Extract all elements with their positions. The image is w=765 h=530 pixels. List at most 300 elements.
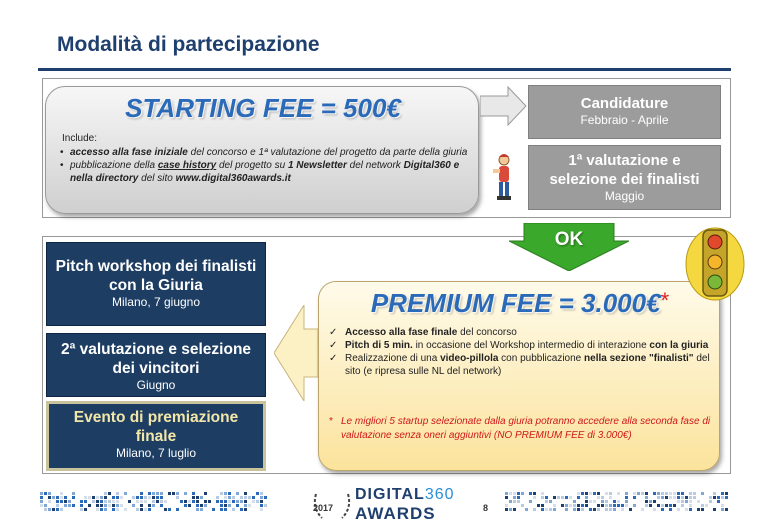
decorative-dot	[88, 496, 91, 499]
decorative-dot	[577, 492, 580, 495]
decorative-dot	[605, 492, 608, 495]
decorative-dot	[637, 492, 640, 495]
decorative-dot	[585, 504, 588, 507]
decorative-dot	[505, 508, 508, 511]
decorative-dot	[525, 508, 528, 511]
decorative-dot	[164, 500, 167, 503]
decorative-dot	[244, 500, 247, 503]
decorative-dot	[661, 492, 664, 495]
decorative-dot	[52, 496, 55, 499]
decorative-dot	[725, 508, 728, 511]
decorative-dot	[649, 500, 652, 503]
logo-digital360: DIGITAL360	[355, 486, 455, 503]
decorative-dot	[40, 504, 43, 507]
decorative-dot	[156, 496, 159, 499]
arrow-right-icon	[480, 86, 528, 126]
decorative-dot	[569, 496, 572, 499]
decorative-dot	[509, 492, 512, 495]
decorative-dot	[220, 492, 223, 495]
decorative-dot	[216, 500, 219, 503]
decorative-dot	[649, 504, 652, 507]
decorative-dot	[116, 492, 119, 495]
decorative-dot	[196, 500, 199, 503]
decorative-dot	[673, 504, 676, 507]
decorative-dot	[232, 500, 235, 503]
decorative-dot	[220, 500, 223, 503]
decorative-dot	[104, 500, 107, 503]
decorative-dot	[549, 508, 552, 511]
decorative-dot	[721, 496, 724, 499]
decorative-dot	[541, 508, 544, 511]
decorative-dot	[653, 500, 656, 503]
decorative-dot	[228, 496, 231, 499]
decorative-dot	[228, 500, 231, 503]
decorative-dot	[597, 492, 600, 495]
decorative-dot	[673, 496, 676, 499]
decorative-dot	[625, 504, 628, 507]
decorative-dot	[569, 504, 572, 507]
candidature-period: Febbraio - Aprile	[580, 113, 669, 127]
premium-fee-list	[329, 326, 713, 378]
decorative-dot	[160, 492, 163, 495]
decorative-dot	[553, 508, 556, 511]
decorative-dot	[104, 504, 107, 507]
decorative-dot	[505, 504, 508, 507]
decorative-dot	[120, 496, 123, 499]
decorative-dot	[509, 500, 512, 503]
arrow-left-icon	[274, 305, 318, 401]
decorative-dot	[236, 504, 239, 507]
first-evaluation-period: Maggio	[604, 189, 645, 203]
decorative-dot	[669, 496, 672, 499]
decorative-dot	[108, 492, 111, 495]
decorative-dot	[184, 504, 187, 507]
decorative-dot	[96, 496, 99, 499]
decorative-dot	[60, 508, 63, 511]
decorative-dot	[108, 500, 111, 503]
decorative-dot	[140, 500, 143, 503]
decorative-dot	[140, 492, 143, 495]
decorative-dot	[613, 508, 616, 511]
decorative-dot	[573, 504, 576, 507]
decorative-dot	[717, 500, 720, 503]
decorative-dot	[112, 508, 115, 511]
decorative-dot	[565, 508, 568, 511]
decorative-dot	[236, 500, 239, 503]
decorative-dot	[204, 504, 207, 507]
decorative-dot	[589, 500, 592, 503]
decorative-dot	[661, 504, 664, 507]
decorative-dot	[633, 492, 636, 495]
decorative-dot	[188, 500, 191, 503]
decorative-dot	[92, 500, 95, 503]
decorative-dot	[160, 504, 163, 507]
decorative-dot	[192, 500, 195, 503]
decorative-dot	[68, 500, 71, 503]
decorative-dot	[100, 508, 103, 511]
second-evaluation-title: 2ª valutazione e selezione dei vincitori	[60, 341, 252, 377]
decorative-dot	[60, 492, 63, 495]
decorative-dot	[164, 508, 167, 511]
decorative-dot	[188, 504, 191, 507]
decorative-dot	[565, 504, 568, 507]
decorative-dot	[204, 500, 207, 503]
decorative-dot	[236, 492, 239, 495]
decorative-dot	[128, 500, 131, 503]
starting-fee-list	[60, 146, 470, 185]
decorative-dot	[144, 500, 147, 503]
decorative-dot	[689, 496, 692, 499]
decorative-dot	[593, 508, 596, 511]
page-number: 8	[483, 503, 489, 513]
decorative-dot	[144, 496, 147, 499]
decorative-dot	[689, 500, 692, 503]
decorative-dot	[565, 496, 568, 499]
decorative-dot	[248, 504, 251, 507]
decorative-dot	[597, 508, 600, 511]
decorative-dot	[573, 500, 576, 503]
decorative-dot	[585, 496, 588, 499]
decorative-dot	[64, 500, 67, 503]
decorative-dot	[124, 492, 127, 495]
decorative-dot	[104, 492, 107, 495]
decorative-dot	[541, 504, 544, 507]
decorative-dot	[677, 500, 680, 503]
list-item: • pubblicazione della case history del progetto su 1 Newsletter del network Digital360 e nella directory del sito www.digital360awards.it	[60, 159, 470, 185]
decorative-dot	[208, 500, 211, 503]
decorative-dot	[112, 504, 115, 507]
decorative-dot	[224, 500, 227, 503]
candidature-title: Candidature	[580, 95, 669, 112]
list-item: ✓ Pitch di 5 min. in occasione del Workshop intermedio di interazione con la giuria	[329, 339, 713, 352]
decorative-dot	[160, 496, 163, 499]
decorative-dot	[725, 492, 728, 495]
decorative-dot	[653, 508, 656, 511]
decorative-dot	[112, 500, 115, 503]
decorative-dot	[685, 500, 688, 503]
decorative-dot	[665, 496, 668, 499]
decorative-dot	[176, 508, 179, 511]
traffic-light-icon	[684, 224, 746, 304]
decorative-dot	[220, 508, 223, 511]
decorative-dot	[228, 492, 231, 495]
decorative-dot	[224, 492, 227, 495]
decorative-dot	[689, 504, 692, 507]
decorative-dot	[84, 508, 87, 511]
decorative-dot	[581, 508, 584, 511]
decorative-dot	[156, 492, 159, 495]
decorative-dot	[641, 508, 644, 511]
decorative-dot	[665, 492, 668, 495]
decorative-dot	[721, 508, 724, 511]
decorative-dot	[264, 496, 267, 499]
decorative-dot	[681, 496, 684, 499]
decorative-dot	[581, 492, 584, 495]
pitch-workshop-box	[46, 242, 266, 326]
decorative-dot	[44, 504, 47, 507]
decorative-dot	[224, 508, 227, 511]
decorative-dot	[264, 504, 267, 507]
decorative-dot	[713, 492, 716, 495]
decorative-dot	[80, 508, 83, 511]
decorative-dot	[533, 496, 536, 499]
decorative-dot	[505, 496, 508, 499]
decorative-dot	[701, 508, 704, 511]
decorative-dot	[64, 504, 67, 507]
decorative-dot	[40, 496, 43, 499]
decorative-dot	[605, 504, 608, 507]
decorative-dot	[677, 508, 680, 511]
decorative-dot	[601, 500, 604, 503]
premium-fee-panel	[318, 281, 720, 471]
decorative-dot	[633, 504, 636, 507]
decorative-dot	[112, 496, 115, 499]
decorative-dot	[677, 492, 680, 495]
decorative-dot	[80, 504, 83, 507]
decorative-dots-left	[40, 492, 270, 514]
decorative-dot	[529, 500, 532, 503]
logo-year: 2017	[313, 503, 334, 513]
decorative-dot	[200, 508, 203, 511]
decorative-dot	[240, 508, 243, 511]
decorative-dot	[609, 504, 612, 507]
decorative-dot	[44, 508, 47, 511]
decorative-dot	[60, 500, 63, 503]
decorative-dot	[108, 504, 111, 507]
decorative-dot	[685, 496, 688, 499]
decorative-dot	[172, 492, 175, 495]
decorative-dot	[713, 508, 716, 511]
decorative-dot	[545, 508, 548, 511]
decorative-dot	[72, 496, 75, 499]
decorative-dot	[713, 496, 716, 499]
decorative-dot	[140, 504, 143, 507]
decorative-dot	[144, 508, 147, 511]
decorative-dot	[140, 508, 143, 511]
decorative-dot	[709, 500, 712, 503]
decorative-dot	[513, 500, 516, 503]
starting-fee-panel	[45, 86, 479, 214]
decorative-dot	[148, 496, 151, 499]
decorative-dot	[168, 508, 171, 511]
decorative-dot	[561, 496, 564, 499]
decorative-dot	[697, 508, 700, 511]
candidature-box	[528, 85, 721, 139]
decorative-dot	[124, 508, 127, 511]
second-evaluation-period: Giugno	[136, 378, 176, 392]
decorative-dot	[160, 500, 163, 503]
decorative-dot	[589, 508, 592, 511]
decorative-dot	[645, 496, 648, 499]
decorative-dots-right	[505, 492, 730, 514]
decorative-dot	[585, 492, 588, 495]
decorative-dot	[573, 508, 576, 511]
decorative-dot	[80, 500, 83, 503]
decorative-dot	[541, 496, 544, 499]
decorative-dot	[68, 504, 71, 507]
decorative-dot	[244, 496, 247, 499]
decorative-dot	[681, 500, 684, 503]
decorative-dot	[593, 492, 596, 495]
decorative-dot	[228, 504, 231, 507]
first-evaluation-title: 1ª valutazione e selezione dei finalisti	[549, 152, 700, 188]
decorative-dot	[577, 504, 580, 507]
include-label: Include:	[62, 133, 98, 144]
decorative-dot	[256, 500, 259, 503]
decorative-dot	[84, 500, 87, 503]
decorative-dot	[92, 496, 95, 499]
decorative-dot	[260, 500, 263, 503]
decorative-dot	[40, 500, 43, 503]
decorative-dot	[645, 492, 648, 495]
decorative-dot	[56, 496, 59, 499]
decorative-dot	[180, 500, 183, 503]
second-evaluation-box	[46, 333, 266, 397]
decorative-dot	[196, 508, 199, 511]
decorative-dot	[248, 496, 251, 499]
decorative-dot	[232, 508, 235, 511]
decorative-dot	[40, 492, 43, 495]
decorative-dot	[533, 508, 536, 511]
decorative-dot	[513, 508, 516, 511]
list-item: • accesso alla fase iniziale del concorso e 1ª valutazione del progetto da parte della giuria	[60, 146, 470, 159]
decorative-dot	[585, 500, 588, 503]
decorative-dot	[52, 508, 55, 511]
decorative-dot	[252, 500, 255, 503]
decorative-dot	[521, 504, 524, 507]
decorative-dot	[721, 492, 724, 495]
decorative-dot	[116, 500, 119, 503]
decorative-dot	[48, 500, 51, 503]
decorative-dot	[184, 492, 187, 495]
pitch-workshop-title: Pitch workshop dei finalisti con la Giuria	[55, 258, 257, 294]
decorative-dot	[72, 492, 75, 495]
decorative-dot	[220, 504, 223, 507]
decorative-dot	[661, 496, 664, 499]
decorative-dot	[717, 496, 720, 499]
decorative-dot	[176, 496, 179, 499]
decorative-dot	[148, 492, 151, 495]
decorative-dot	[120, 504, 123, 507]
decorative-dot	[168, 492, 171, 495]
decorative-dot	[537, 504, 540, 507]
decorative-dot	[116, 504, 119, 507]
decorative-dot	[513, 492, 516, 495]
decorative-dot	[609, 492, 612, 495]
decorative-dot	[645, 500, 648, 503]
decorative-dot	[116, 496, 119, 499]
decorative-dot	[669, 492, 672, 495]
decorative-dot	[64, 496, 67, 499]
decorative-dot	[260, 504, 263, 507]
decorative-dot	[669, 504, 672, 507]
decorative-dot	[260, 496, 263, 499]
decorative-dot	[152, 504, 155, 507]
decorative-dot	[84, 496, 87, 499]
decorative-dot	[541, 492, 544, 495]
award-event-title: Evento di premiazione finale	[73, 409, 239, 445]
ok-label: OK	[554, 229, 584, 250]
decorative-dot	[709, 496, 712, 499]
decorative-dot	[60, 496, 63, 499]
decorative-dot	[100, 500, 103, 503]
decorative-dot	[224, 504, 227, 507]
decorative-dot	[148, 504, 151, 507]
decorative-dot	[557, 496, 560, 499]
decorative-dot	[705, 504, 708, 507]
decorative-dot	[641, 492, 644, 495]
decorative-dot	[96, 500, 99, 503]
decorative-dot	[609, 508, 612, 511]
decorative-dot	[677, 496, 680, 499]
decorative-dot	[629, 508, 632, 511]
decorative-dot	[96, 504, 99, 507]
decorative-dot	[152, 500, 155, 503]
decorative-dot	[244, 504, 247, 507]
decorative-dot	[256, 492, 259, 495]
decorative-dot	[577, 508, 580, 511]
decorative-dot	[200, 504, 203, 507]
decorative-dot	[633, 496, 636, 499]
decorative-dot	[545, 500, 548, 503]
decorative-dot	[116, 508, 119, 511]
decorative-dot	[693, 496, 696, 499]
decorative-dot	[44, 492, 47, 495]
decorative-dot	[521, 492, 524, 495]
decorative-dot	[577, 496, 580, 499]
decorative-dot	[140, 496, 143, 499]
decorative-dot	[192, 492, 195, 495]
decorative-dot	[533, 492, 536, 495]
decorative-dot	[613, 500, 616, 503]
decorative-dot	[240, 496, 243, 499]
decorative-dot	[681, 504, 684, 507]
decorative-dot	[240, 500, 243, 503]
decorative-dot	[601, 496, 604, 499]
decorative-dot	[517, 496, 520, 499]
decorative-dot	[517, 500, 520, 503]
decorative-dot	[132, 496, 135, 499]
decorative-dot	[204, 492, 207, 495]
decorative-dot	[657, 496, 660, 499]
decorative-dot	[152, 492, 155, 495]
decorative-dot	[100, 504, 103, 507]
decorative-dot	[136, 500, 139, 503]
decorative-dot	[56, 508, 59, 511]
decorative-dot	[136, 496, 139, 499]
decorative-dot	[252, 496, 255, 499]
decorative-dot	[697, 500, 700, 503]
decorative-dot	[260, 492, 263, 495]
premium-note: * Le migliori 5 startup selezionate dalla giuria potranno accedere alla seconda fase di valutazione senza oneri aggiuntivi (NO PREMIUM FEE di 3.000€)	[329, 416, 711, 441]
decorative-dot	[132, 504, 135, 507]
decorative-dot	[549, 500, 552, 503]
decorative-dot	[545, 496, 548, 499]
decorative-dot	[669, 508, 672, 511]
decorative-dot	[673, 492, 676, 495]
decorative-dot	[505, 492, 508, 495]
decorative-dot	[605, 508, 608, 511]
decorative-dot	[685, 508, 688, 511]
decorative-dot	[176, 492, 179, 495]
decorative-dot	[621, 504, 624, 507]
decorative-dot	[625, 492, 628, 495]
decorative-dot	[653, 492, 656, 495]
decorative-dot	[517, 492, 520, 495]
decorative-dot	[589, 492, 592, 495]
cartoon-figure-icon	[490, 152, 516, 202]
decorative-dot	[48, 492, 51, 495]
